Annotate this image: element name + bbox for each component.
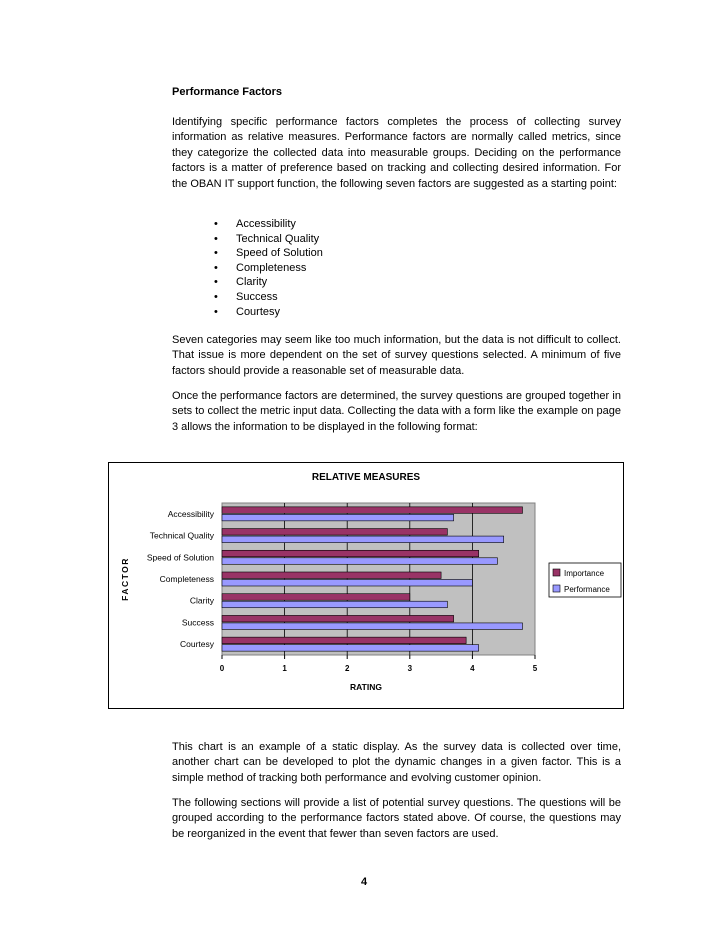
- legend-swatch: [553, 569, 560, 576]
- x-axis-label: RATING: [350, 682, 382, 692]
- y-tick-label: Accessibility: [167, 508, 214, 519]
- list-item: • Accessibility: [214, 217, 323, 232]
- y-axis-label: FACTOR: [120, 557, 130, 601]
- y-tick-label: Technical Quality: [149, 530, 214, 541]
- bar-performance: [222, 514, 454, 521]
- x-tick-label: 2: [344, 664, 350, 673]
- y-tick-label: Speed of Solution: [146, 552, 214, 563]
- list-item: • Clarity: [214, 275, 323, 290]
- bar-importance: [222, 615, 454, 622]
- static-display-paragraph: [172, 740, 621, 786]
- bar-importance: [222, 550, 479, 557]
- y-tick-label: Clarity: [189, 595, 214, 606]
- y-tick-label: Courtesy: [179, 639, 214, 650]
- chart-canvas: [109, 463, 623, 708]
- legend-label: Importance: [564, 569, 605, 578]
- bar-performance: [222, 645, 479, 652]
- list-item: • Speed of Solution: [214, 246, 323, 261]
- bar-performance: [222, 558, 497, 565]
- bar-performance: [222, 536, 504, 543]
- list-item: • Completeness: [214, 261, 323, 276]
- relative-measures-chart: [108, 462, 624, 709]
- bar-importance: [222, 529, 447, 536]
- y-tick-label: Success: [181, 617, 214, 628]
- x-tick-label: 0: [219, 664, 225, 673]
- following-sections-paragraph: [172, 796, 621, 842]
- x-tick-label: 3: [407, 664, 413, 673]
- plot-area: [222, 503, 535, 655]
- grouping-paragraph: [172, 389, 621, 435]
- bar-performance: [222, 601, 447, 608]
- section-heading: Performance Factors: [172, 86, 283, 98]
- y-tick-label: Completeness: [159, 574, 214, 584]
- x-tick-label: 5: [532, 664, 538, 673]
- list-item: • Courtesy: [214, 305, 323, 320]
- intro-text: Identifying specific performance factors completes the process of collecting survey information as relative measures. Performance factors are normally called metrics, since they categorize the collected data into measurable groups. Deciding on the performance factors is a matter of preference based on tracking and collecting desired information. For the OBAN IT support function, the following seven factors are suggested as a starting point:: [172, 116, 621, 190]
- page-number: 4: [360, 876, 368, 888]
- bar-importance: [222, 572, 441, 579]
- x-tick-label: 4: [470, 664, 475, 673]
- list-item: • Success: [214, 290, 323, 305]
- bar-importance: [222, 507, 522, 513]
- bar-performance: [222, 623, 522, 630]
- chart-title: RELATIVE MEASURES: [311, 472, 421, 483]
- legend-swatch: [553, 585, 560, 592]
- factor-list: [214, 217, 323, 319]
- seven-categories-text: Seven categories may seem like too much information, but the data is not difficult to collect. That issue is more dependent on the set of survey questions selected. A minimum of five factors should provide a reasonable set of measurable data.: [172, 334, 621, 377]
- legend-label: Performance: [564, 585, 610, 594]
- bar-importance: [222, 637, 466, 644]
- seven-categories-paragraph: [172, 333, 621, 379]
- intro-paragraph: [172, 115, 621, 192]
- static-display-text: This chart is an example of a static display. As the survey data is collected over time, another chart can be developed to plot the dynamic changes in a given factor. This is a simple method of tracking both performance and evolving customer opinion.: [172, 741, 621, 784]
- grouping-text: Once the performance factors are determined, the survey questions are grouped together in sets to collect the metric input data. Collecting the data with a form like the example on page 3 allows the information to be displayed in the following format:: [172, 390, 621, 433]
- bar-importance: [222, 594, 410, 601]
- following-sections-text: The following sections will provide a list of potential survey questions. The questions will be grouped according to the performance factors stated above. Of course, the questions may be reorganized in the event that fewer than seven factors are used.: [172, 797, 621, 840]
- list-item: • Technical Quality: [214, 232, 323, 247]
- bar-performance: [222, 580, 472, 587]
- x-tick-label: 1: [282, 664, 287, 673]
